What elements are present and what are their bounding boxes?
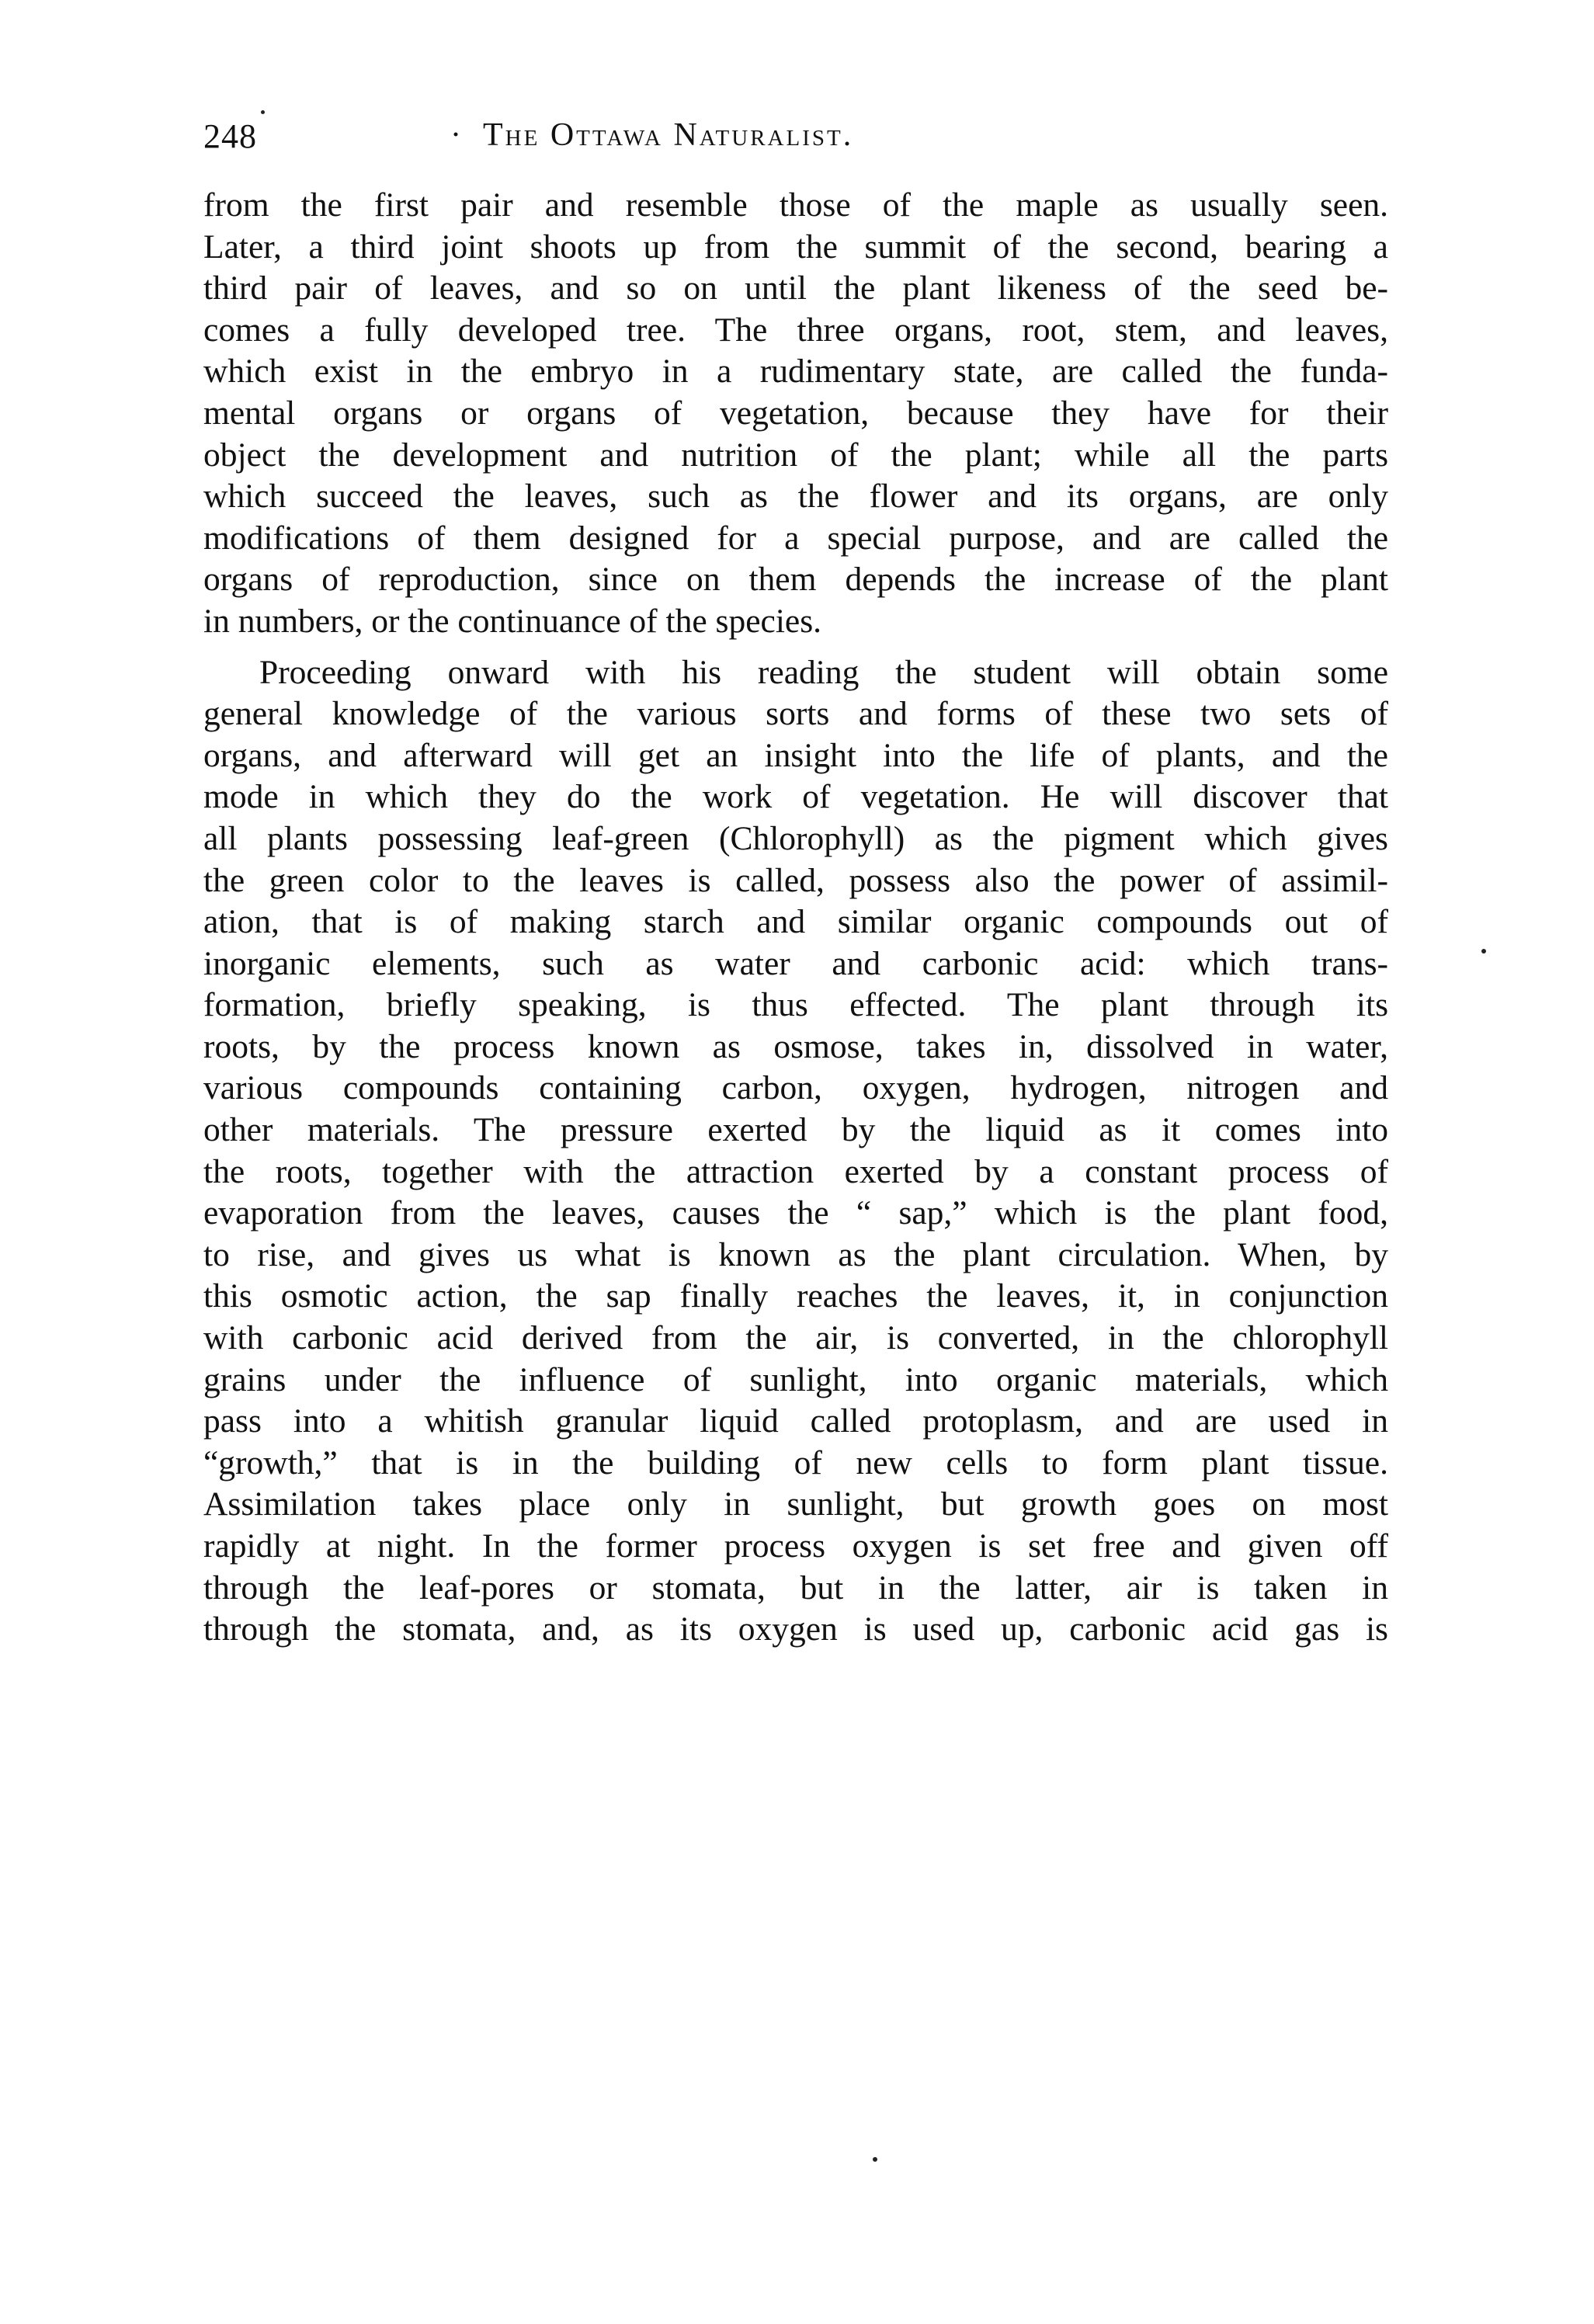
text-line: organs of reproduction, since on them depends the increase of the plant [203, 561, 1388, 599]
text-line: third pair of leaves, and so on until the plant likeness of the seed be- [203, 269, 1388, 307]
text-line: evaporation from the leaves, causes the “ sap,” which is the plant food, [203, 1194, 1388, 1232]
scan-speck [873, 2157, 877, 2162]
text-line: which succeed the leaves, such as the flower and its organs, are only [203, 478, 1388, 516]
scan-speck [1481, 949, 1486, 954]
text-line: through the leaf-pores or stomata, but in the latter, air is taken in [203, 1568, 1388, 1607]
page-header [203, 109, 1384, 163]
text-line: all plants possessing leaf-green (Chlorophyll) as the pigment which gives [203, 819, 1388, 857]
text-line: pass into a whitish granular liquid called protoplasm, and are used in [203, 1402, 1388, 1440]
text-line: organs, and afterward will get an insight into the life of plants, and the [203, 736, 1388, 774]
text-line: grains under the influence of sunlight, into organic materials, which [203, 1360, 1388, 1398]
text-line: comes a fully developed tree. The three organs, root, stem, and leaves, [203, 311, 1388, 349]
text-line: rapidly at night. In the former process oxygen is set free and given off [203, 1527, 1388, 1565]
text-line: mode in which they do the work of vegetation. He will discover that [203, 778, 1388, 816]
text-line: general knowledge of the various sorts and forms of these two sets of [203, 695, 1388, 733]
text-line: formation, briefly speaking, is thus effected. The plant through its [203, 986, 1388, 1024]
text-line: Assimilation takes place only in sunlight, but growth goes on most [203, 1485, 1388, 1523]
text-line: roots, by the process known as osmose, takes in, dissolved in water, [203, 1027, 1388, 1065]
body-text [203, 185, 1388, 1651]
running-title: The Ottawa Naturalist. [483, 117, 854, 153]
text-line: from the first pair and resemble those of the maple as usually seen. [203, 186, 1388, 224]
text-line: other materials. The pressure exerted by the liquid as it comes into [203, 1111, 1388, 1149]
text-line: inorganic elements, such as water and carbonic acid: which trans- [203, 944, 1388, 982]
paragraph-1 [203, 185, 1388, 643]
text-line: in numbers, or the continuance of the species. [203, 602, 822, 640]
text-line: through the stomata, and, as its oxygen is used up, carbonic acid gas is [203, 1610, 1388, 1648]
text-line: the green color to the leaves is called, possess also the power of assimil- [203, 861, 1388, 899]
header-separator: · [450, 117, 461, 153]
text-line: modifications of them designed for a special purpose, and are called the [203, 519, 1388, 557]
text-line: ation, that is of making starch and similar organic compounds out of [203, 903, 1388, 941]
text-line: to rise, and gives us what is known as the plant circulation. When, by [203, 1235, 1388, 1273]
text-line: the roots, together with the attraction exerted by a constant process of [203, 1152, 1388, 1190]
scan-speck [261, 110, 265, 114]
paragraph-2 [203, 652, 1388, 1651]
text-line: “growth,” that is in the building of new cells to form plant tissue. [203, 1443, 1388, 1482]
text-line: Proceeding onward with his reading the student will obtain some [259, 653, 1388, 691]
text-line: with carbonic acid derived from the air, is converted, in the chlorophyll [203, 1319, 1388, 1357]
text-line: various compounds containing carbon, oxygen, hydrogen, nitrogen and [203, 1069, 1388, 1107]
text-line: which exist in the embryo in a rudimentary state, are called the funda- [203, 353, 1388, 391]
page-number: 248 [203, 117, 257, 155]
text-line: mental organs or organs of vegetation, because they have for their [203, 394, 1388, 432]
text-line: this osmotic action, the sap finally reaches the leaves, it, in conjunction [203, 1277, 1388, 1315]
text-line: Later, a third joint shoots up from the summit of the second, bearing a [203, 228, 1388, 266]
text-line: object the development and nutrition of the plant; while all the parts [203, 436, 1388, 474]
